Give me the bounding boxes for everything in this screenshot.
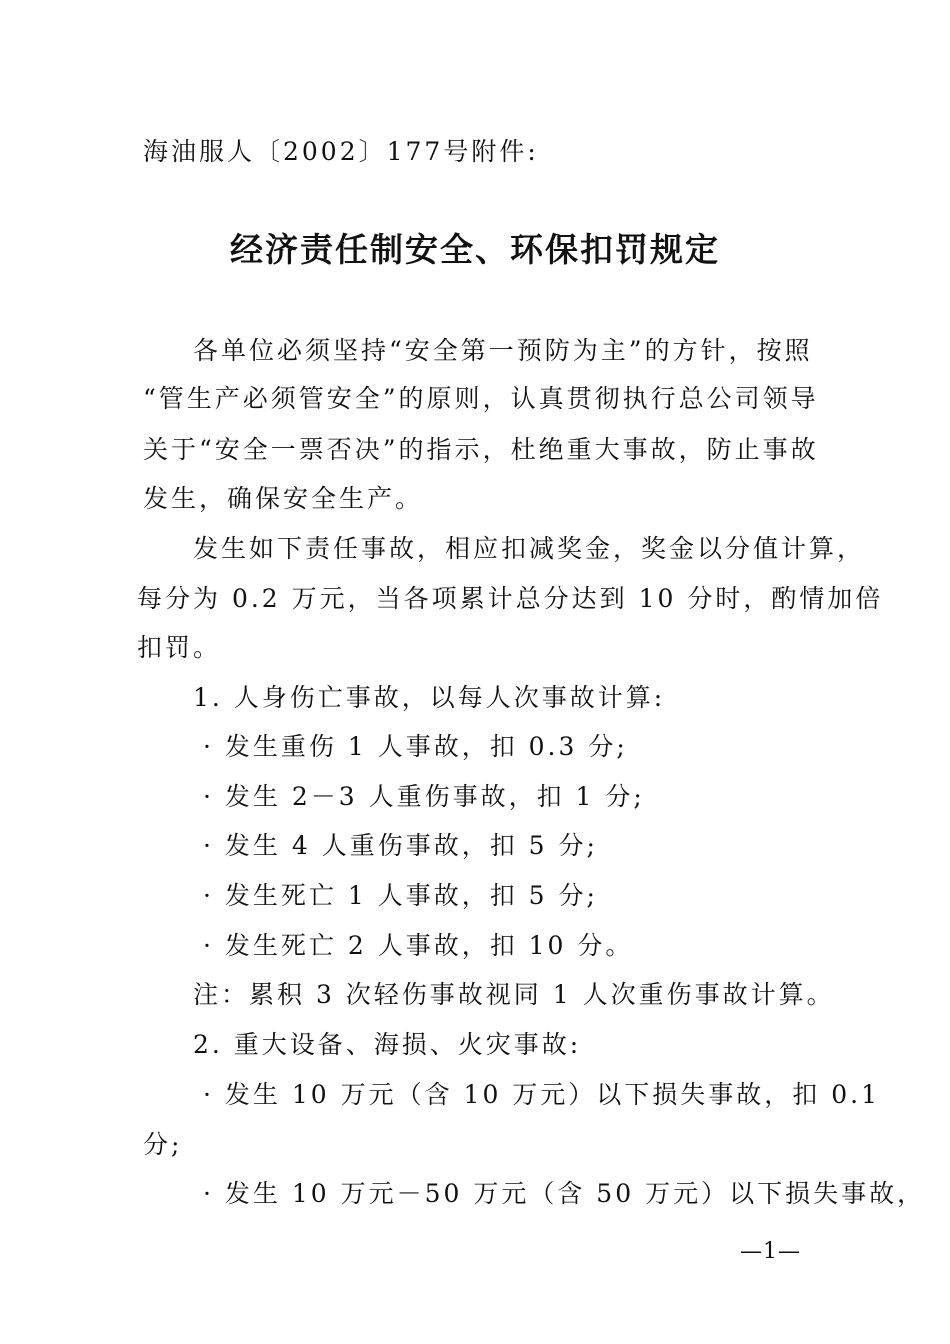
section-heading: 2. 重大设备、海损、火灾事故: xyxy=(193,1030,582,1059)
rule-line: 扣罚。 xyxy=(137,633,222,662)
list-item: · 发生 2－3 人重伤事故，扣 1 分; xyxy=(203,782,645,811)
intro-line: 关于“安全一票否决”的指示，杜绝重大事故，防止事故 xyxy=(143,435,819,464)
rule-line: 每分为 0.2 万元，当各项累计总分达到 10 分时，酌情加倍 xyxy=(137,584,884,613)
section-heading: 1. 人身伤亡事故，以每人次事故计算: xyxy=(193,683,666,712)
page-number: —1— xyxy=(740,1239,801,1264)
intro-line: 各单位必须坚持“安全第一预防为主”的方针，按照 xyxy=(193,336,813,365)
list-item: · 发生重伤 1 人事故，扣 0.3 分; xyxy=(203,732,628,761)
document-reference: 海油服人〔2002〕177号附件: xyxy=(143,137,539,166)
list-item: · 发生死亡 1 人事故，扣 5 分; xyxy=(203,881,598,910)
list-item: · 发生死亡 2 人事故，扣 10 分。 xyxy=(203,931,634,960)
list-item: · 发生 10 万元（含 10 万元）以下损失事故，扣 0.1 xyxy=(203,1080,881,1109)
document-title: 经济责任制安全、环保扣罚规定 xyxy=(230,230,720,269)
list-item: · 发生 4 人重伤事故，扣 5 分; xyxy=(203,831,598,860)
intro-line: 发生，确保安全生产。 xyxy=(143,484,424,513)
list-item: · 发生 10 万元－50 万元（含 50 万元）以下损失事故， xyxy=(203,1179,926,1208)
intro-line: “管生产必须管安全”的原则，认真贯彻执行总公司领导 xyxy=(143,384,819,413)
note: 注：累积 3 次轻伤事故视同 1 人次重伤事故计算。 xyxy=(193,980,835,1009)
list-item-continuation: 分; xyxy=(143,1130,183,1159)
rule-line: 发生如下责任事故，相应扣减奖金，奖金以分值计算， xyxy=(193,534,866,563)
